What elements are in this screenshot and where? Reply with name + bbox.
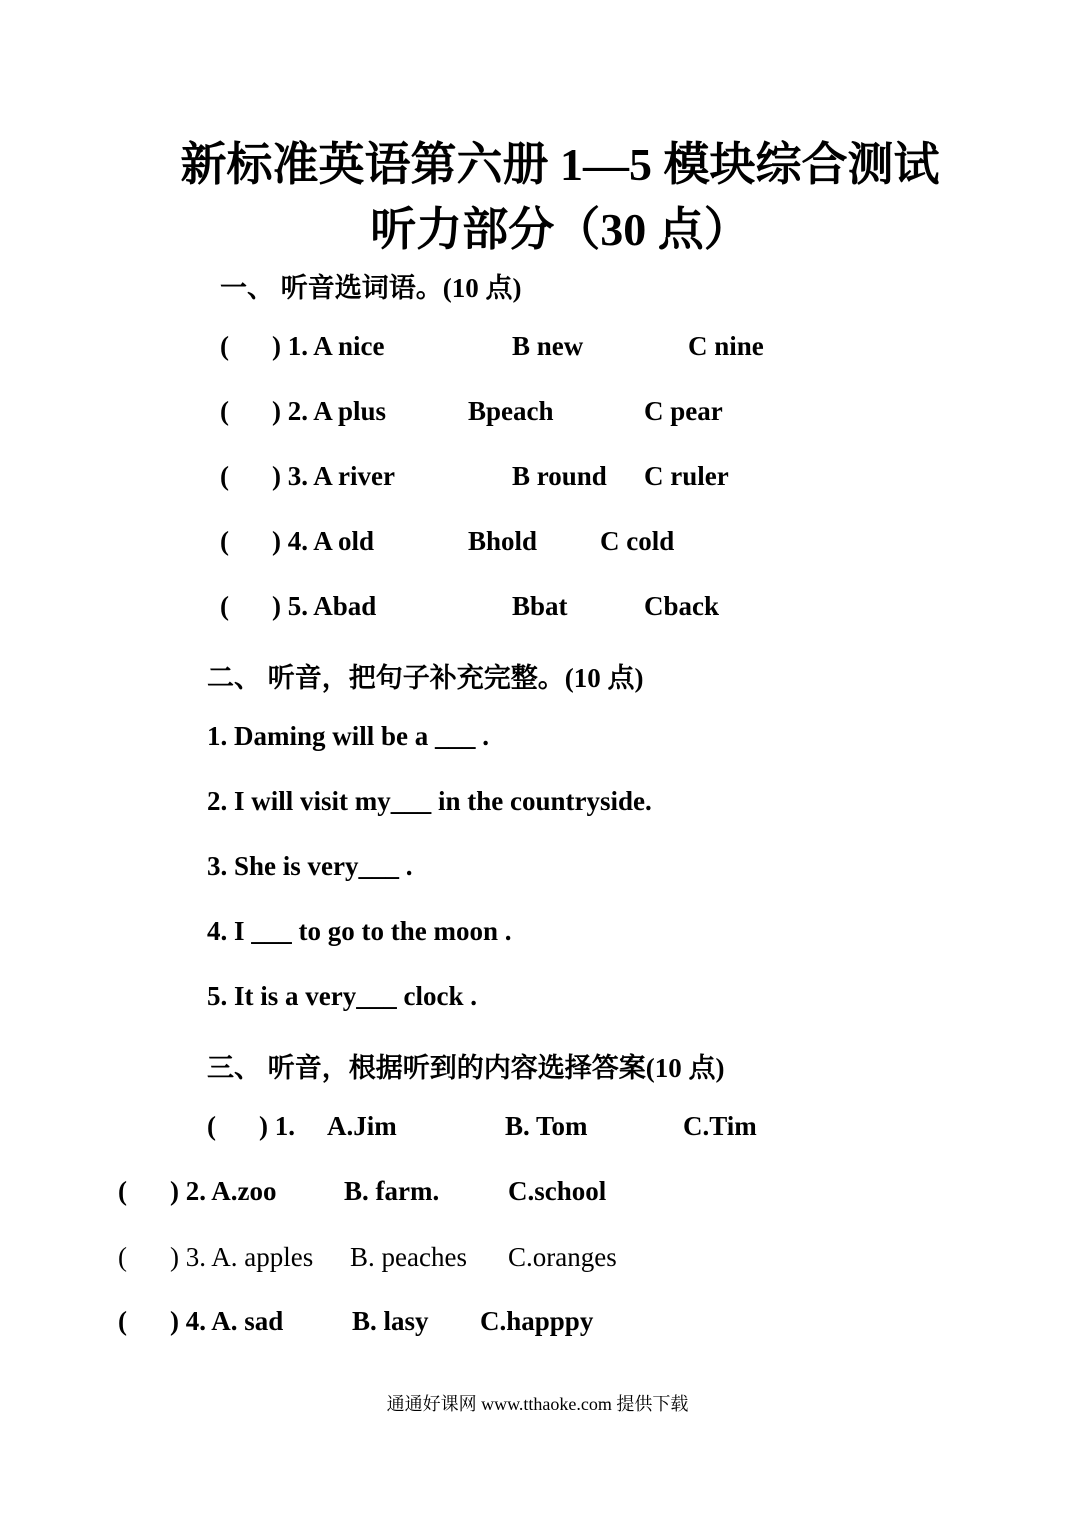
answer-paren: (: [118, 1176, 127, 1206]
option-a: ) 3. A river: [272, 461, 395, 491]
option-a: ) 3. A. apples: [170, 1242, 314, 1272]
answer-paren: (: [220, 396, 229, 426]
answer-paren: (: [220, 526, 229, 556]
section-2-heading: 二、 听音，把句子补充完整。(10 点): [207, 663, 644, 693]
option-a: ) 4. A old: [272, 526, 375, 556]
option-c: C.school: [508, 1176, 607, 1206]
option-a: ) 2. A plus: [272, 396, 387, 426]
option-b: B. farm.: [344, 1176, 440, 1206]
option-b: B. peaches: [350, 1242, 467, 1272]
option-b: B. Tom: [505, 1111, 588, 1141]
option-b: B new: [512, 331, 584, 361]
answer-paren: (: [118, 1242, 127, 1272]
item-number: ) 1.: [259, 1111, 295, 1141]
option-c: Cback: [644, 591, 720, 621]
fill-in-sentence: 3. She is very___ .: [207, 851, 413, 881]
option-b: B round: [512, 461, 607, 491]
option-a: ) 5. Abad: [272, 591, 377, 621]
page-footer: 通通好课网 www.tthaoke.com 提供下载: [386, 1394, 689, 1414]
section-1-heading: 一、 听音选词语。(10 点): [220, 273, 522, 303]
section-3-heading: 三、 听音，根据听到的内容选择答案(10 点): [207, 1053, 725, 1083]
option-a: A.Jim: [327, 1111, 397, 1141]
option-a: ) 4. A. sad: [170, 1306, 284, 1336]
option-c: C ruler: [644, 461, 729, 491]
option-a: ) 2. A.zoo: [170, 1176, 277, 1206]
option-c: C nine: [688, 331, 764, 361]
answer-paren: (: [118, 1306, 127, 1336]
option-b: Bpeach: [468, 396, 554, 426]
answer-paren: (: [220, 591, 229, 621]
fill-in-sentence: 5. It is a very___ clock .: [207, 981, 477, 1011]
option-c: C pear: [644, 396, 723, 426]
document-subtitle: 听力部分（30 点）: [370, 204, 750, 255]
option-c: C.happpy: [480, 1306, 594, 1336]
answer-paren: (: [220, 461, 229, 491]
option-c: C.oranges: [508, 1242, 617, 1272]
fill-in-sentence: 1. Daming will be a ___ .: [207, 721, 490, 751]
option-b: B. lasy: [352, 1306, 429, 1336]
fill-in-sentence: 2. I will visit my___ in the countryside.: [207, 786, 652, 816]
option-c: C.Tim: [683, 1111, 757, 1141]
answer-paren: (: [220, 331, 229, 361]
option-c: C cold: [600, 526, 675, 556]
option-b: Bhold: [468, 526, 538, 556]
fill-in-sentence: 4. I ___ to go to the moon .: [207, 916, 512, 946]
document-title: 新标准英语第六册 1—5 模块综合测试: [180, 139, 940, 190]
answer-paren: (: [207, 1111, 216, 1141]
option-a: ) 1. A nice: [272, 331, 385, 361]
option-b: Bbat: [512, 591, 568, 621]
